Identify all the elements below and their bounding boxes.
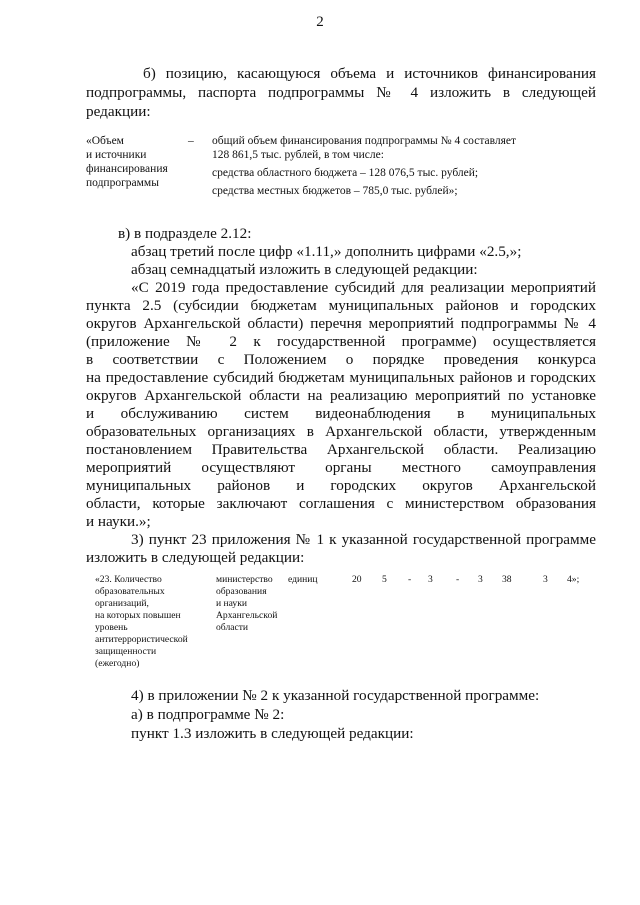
- text-line: в) в подразделе 2.12:: [118, 225, 252, 242]
- ministry-line: министерство: [216, 574, 273, 585]
- value-cell: 3: [428, 574, 433, 585]
- text-line: округов Архангельской области) перечня мероприятий подпрограммы № 4: [86, 315, 596, 332]
- text-line: мероприятий осуществляют органы местного самоуправления: [86, 459, 596, 476]
- page-number: 2: [316, 14, 324, 30]
- text-line: б) позицию, касающуюся объема и источников финансирования: [143, 65, 596, 82]
- text-line: в соответствии с Положением о порядке проведения конкурса: [86, 351, 596, 368]
- indicator-name-line: на которых повышен: [95, 610, 181, 621]
- value-cell: -: [408, 574, 412, 585]
- indicator-name-line: уровень: [95, 622, 128, 633]
- passport-value-line: средства областного бюджета – 128 076,5 тыс. рублей;: [212, 167, 479, 179]
- text-line: пункт 1.3 изложить в следующей редакции:: [131, 725, 414, 742]
- unit-cell: единиц: [288, 574, 318, 585]
- value-cell: -: [456, 574, 460, 585]
- text-line: (приложение № 2 к государственной программе) осуществляется: [86, 333, 596, 350]
- ministry-line: Архангельской: [216, 610, 278, 621]
- text-line: и науки.»;: [86, 513, 151, 530]
- indicator-name-line: организаций,: [95, 598, 149, 609]
- text-line: области, которые заключают соглашения с министерством образования: [86, 495, 596, 512]
- passport-dash: –: [188, 135, 194, 147]
- text-line: постановлением Правительства Архангельской области. Реализацию: [86, 441, 596, 458]
- indicator-name-line: (ежегодно): [95, 658, 140, 669]
- text-line: и обслуживанию систем видеонаблюдения в муниципальных: [86, 405, 596, 422]
- ministry-line: области: [216, 622, 249, 633]
- ministry-line: образования: [216, 586, 267, 597]
- passport-label-line: подпрограммы: [86, 177, 159, 189]
- indicator-name-line: образовательных: [95, 586, 165, 597]
- text-line: муниципальных районов и городских округов Архангельской: [86, 477, 596, 494]
- passport-label-line: финансирования: [86, 163, 168, 175]
- text-line: редакции:: [86, 103, 151, 120]
- text-line: абзац третий после цифр «1.11,» дополнить цифрами «2.5,»;: [131, 243, 522, 260]
- indicator-name-line: «23. Количество: [95, 574, 162, 585]
- passport-label-line: и источники: [86, 149, 147, 161]
- passport-value-line: средства местных бюджетов – 785,0 тыс. рублей»;: [212, 185, 458, 197]
- text-line: абзац семнадцатый изложить в следующей редакции:: [131, 261, 478, 278]
- value-cell: 4»;: [567, 574, 580, 585]
- text-line: «С 2019 года предоставление субсидий для реализации мероприятий: [131, 279, 596, 296]
- value-cell: 5: [382, 574, 387, 585]
- indicator-name-line: антитеррористической: [95, 634, 188, 645]
- text-line: на предоставление субсидий бюджетам муниципальных районов и городских: [86, 369, 596, 386]
- passport-value-line: общий объем финансирования подпрограммы № 4 составляет: [212, 135, 517, 147]
- text-line: изложить в следующей редакции:: [86, 549, 305, 566]
- value-cell: 3: [478, 574, 483, 585]
- text-line: пункта 2.5 (субсидии бюджетам муниципальных районов и городских: [86, 297, 596, 314]
- text-line: подпрограммы, паспорта подпрограммы № 4 изложить в следующей: [86, 84, 596, 101]
- value-cell: 20: [352, 574, 362, 585]
- passport-value-line: 128 861,5 тыс. рублей, в том числе:: [212, 149, 384, 161]
- value-cell: 38: [502, 574, 512, 585]
- ministry-line: и науки: [216, 598, 248, 609]
- value-cell: 3: [543, 574, 548, 585]
- text-line: а) в подпрограмме № 2:: [131, 706, 285, 723]
- text-line: 4) в приложении № 2 к указанной государственной программе:: [131, 687, 540, 704]
- passport-label-line: «Объем: [86, 135, 124, 147]
- text-line: 3) пункт 23 приложения № 1 к указанной государственной программе: [131, 531, 596, 548]
- indicator-name-line: защищенности: [95, 646, 157, 657]
- text-line: округов Архангельской области на реализацию мероприятий по установке: [86, 387, 596, 404]
- text-line: образовательных организациях в Архангельской области, утвержденным: [86, 423, 596, 440]
